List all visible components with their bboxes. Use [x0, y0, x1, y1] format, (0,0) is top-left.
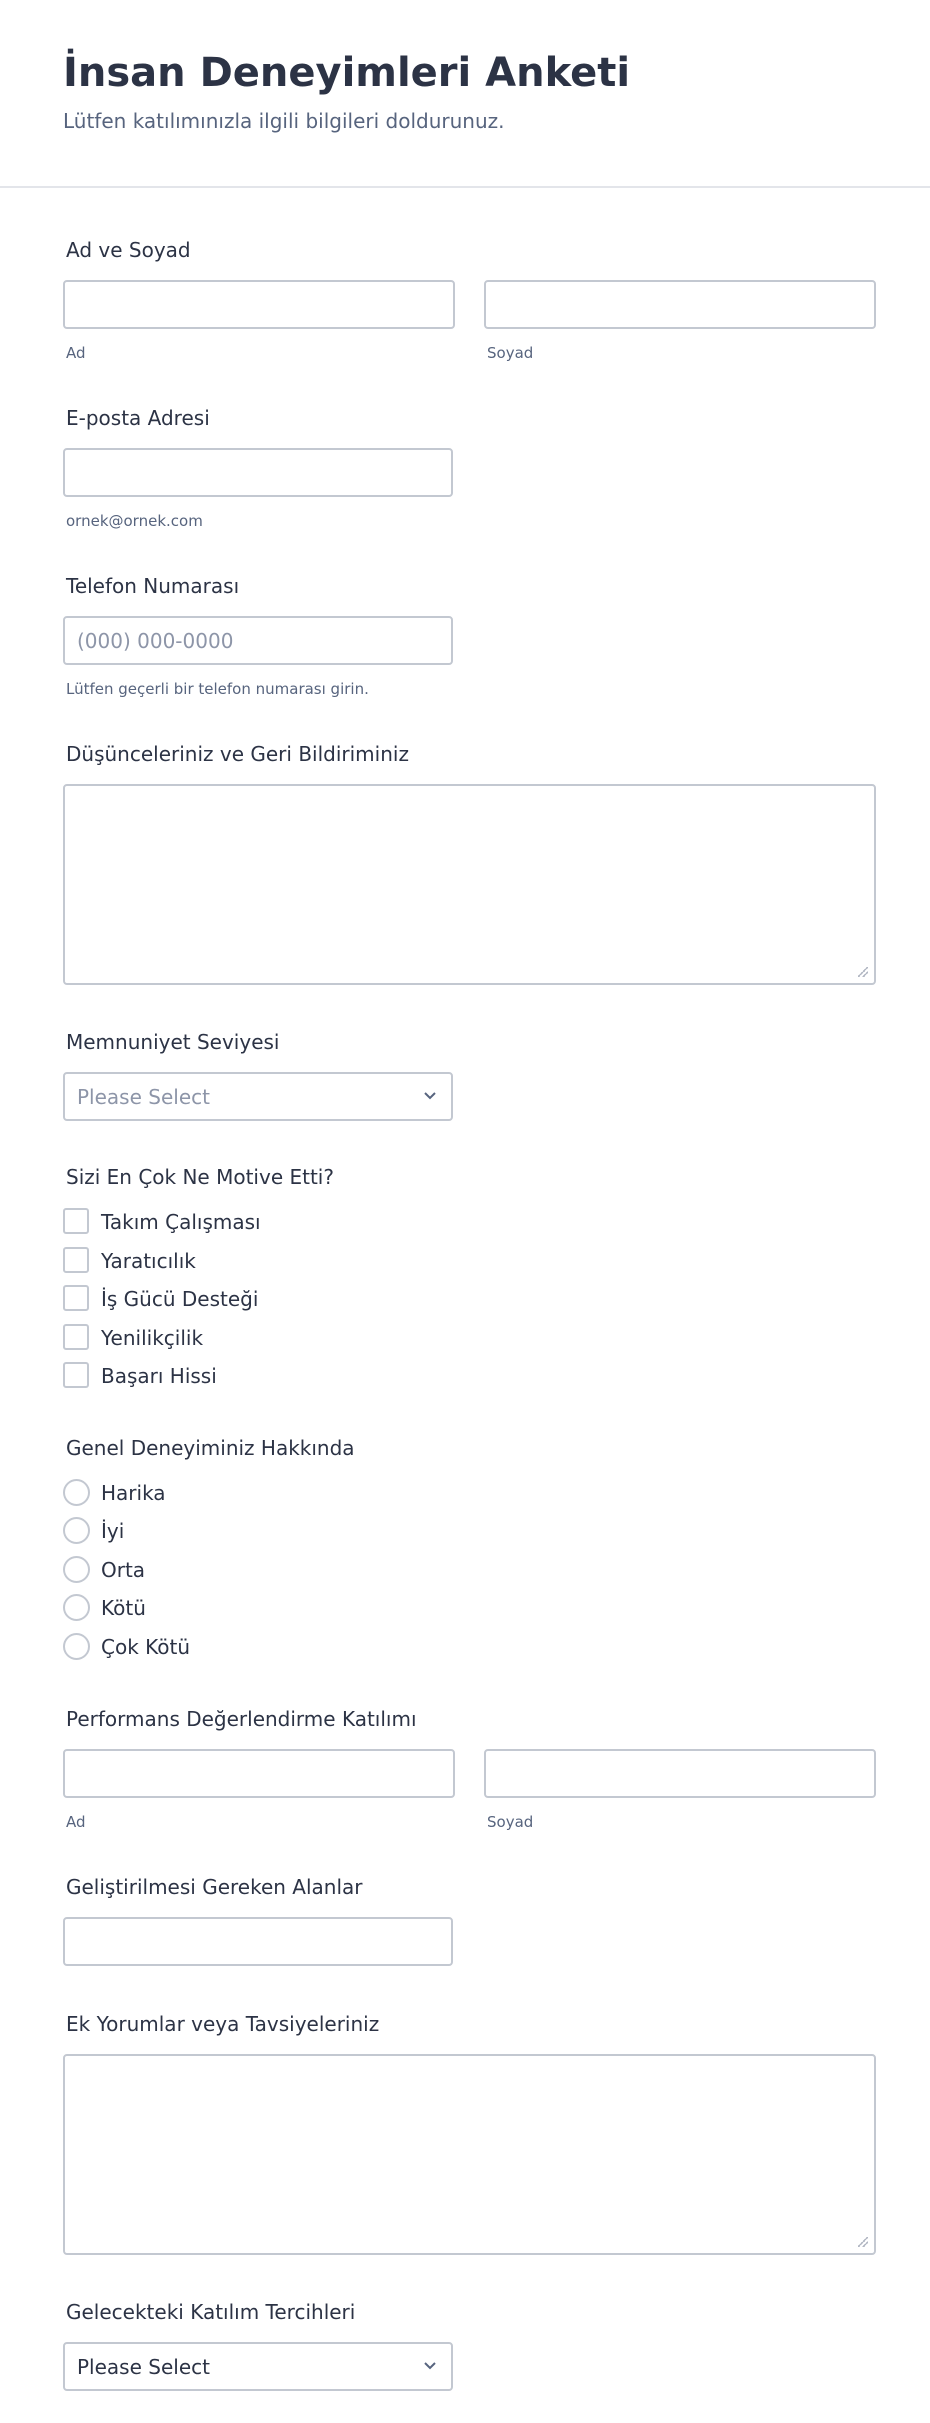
- last-name-sublabel: Soyad: [487, 344, 534, 362]
- checkbox[interactable]: [63, 1285, 89, 1311]
- performance-last-input[interactable]: [484, 1749, 876, 1798]
- radio-button[interactable]: [63, 1479, 90, 1506]
- comments-label: Ek Yorumlar veya Tavsiyeleriniz: [66, 2012, 380, 2036]
- radio-button[interactable]: [63, 1594, 90, 1621]
- first-name-input[interactable]: [63, 280, 455, 329]
- feedback-label: Düşünceleriniz ve Geri Bildiriminiz: [66, 742, 409, 766]
- future-label: Gelecekteki Katılım Tercihleri: [66, 2300, 356, 2324]
- phone-sublabel: Lütfen geçerli bir telefon numarası girin.: [66, 680, 369, 698]
- checkbox[interactable]: [63, 1247, 89, 1273]
- option-label: Yenilikçilik: [101, 1326, 204, 1350]
- performance-label: Performans Değerlendirme Katılımı: [66, 1707, 417, 1731]
- improvement-label: Geliştirilmesi Gereken Alanlar: [66, 1875, 363, 1899]
- satisfaction-label: Memnuniyet Seviyesi: [66, 1030, 280, 1054]
- comments-textarea[interactable]: [63, 2054, 876, 2255]
- phone-input[interactable]: [63, 616, 453, 665]
- option-label: Takım Çalışması: [101, 1210, 261, 1234]
- option-label: İş Gücü Desteği: [101, 1287, 259, 1311]
- performance-first-sublabel: Ad: [66, 1813, 86, 1831]
- option-label: İyi: [101, 1519, 125, 1543]
- checkbox[interactable]: [63, 1362, 89, 1388]
- email-sublabel: ornek@ornek.com: [66, 512, 203, 530]
- phone-label: Telefon Numarası: [66, 574, 240, 598]
- future-selected-value: Please Select: [77, 2355, 210, 2379]
- email-input[interactable]: [63, 448, 453, 497]
- option-label: Kötü: [101, 1596, 146, 1620]
- option-label: Başarı Hissi: [101, 1364, 217, 1388]
- first-name-sublabel: Ad: [66, 344, 86, 362]
- performance-first-input[interactable]: [63, 1749, 455, 1798]
- form-title: İnsan Deneyimleri Anketi: [63, 50, 631, 96]
- last-name-input[interactable]: [484, 280, 876, 329]
- improvement-input[interactable]: [63, 1917, 453, 1966]
- option-label: Orta: [101, 1558, 146, 1582]
- full-name-label: Ad ve Soyad: [66, 238, 191, 262]
- future-select[interactable]: [63, 2342, 453, 2391]
- form-header: [0, 0, 930, 188]
- radio-button[interactable]: [63, 1556, 90, 1583]
- option-label: Yaratıcılık: [101, 1249, 196, 1273]
- chevron-down-icon: [423, 2361, 437, 2371]
- form-subtitle: Lütfen katılımınızla ilgili bilgileri doldurunuz.: [63, 109, 505, 133]
- overall-label: Genel Deneyiminiz Hakkında: [66, 1436, 355, 1460]
- resize-grip-icon[interactable]: [858, 967, 868, 977]
- satisfaction-select[interactable]: [63, 1072, 453, 1121]
- option-label: Çok Kötü: [101, 1635, 191, 1659]
- motivation-label: Sizi En Çok Ne Motive Etti?: [66, 1165, 334, 1189]
- resize-grip-icon[interactable]: [858, 2237, 868, 2247]
- radio-button[interactable]: [63, 1633, 90, 1660]
- feedback-textarea[interactable]: [63, 784, 876, 985]
- checkbox[interactable]: [63, 1324, 89, 1350]
- performance-last-sublabel: Soyad: [487, 1813, 534, 1831]
- option-label: Harika: [101, 1481, 166, 1505]
- email-label: E-posta Adresi: [66, 406, 210, 430]
- radio-button[interactable]: [63, 1517, 90, 1544]
- satisfaction-selected-value: Please Select: [77, 1085, 210, 1109]
- chevron-down-icon: [423, 1091, 437, 1101]
- checkbox[interactable]: [63, 1208, 89, 1234]
